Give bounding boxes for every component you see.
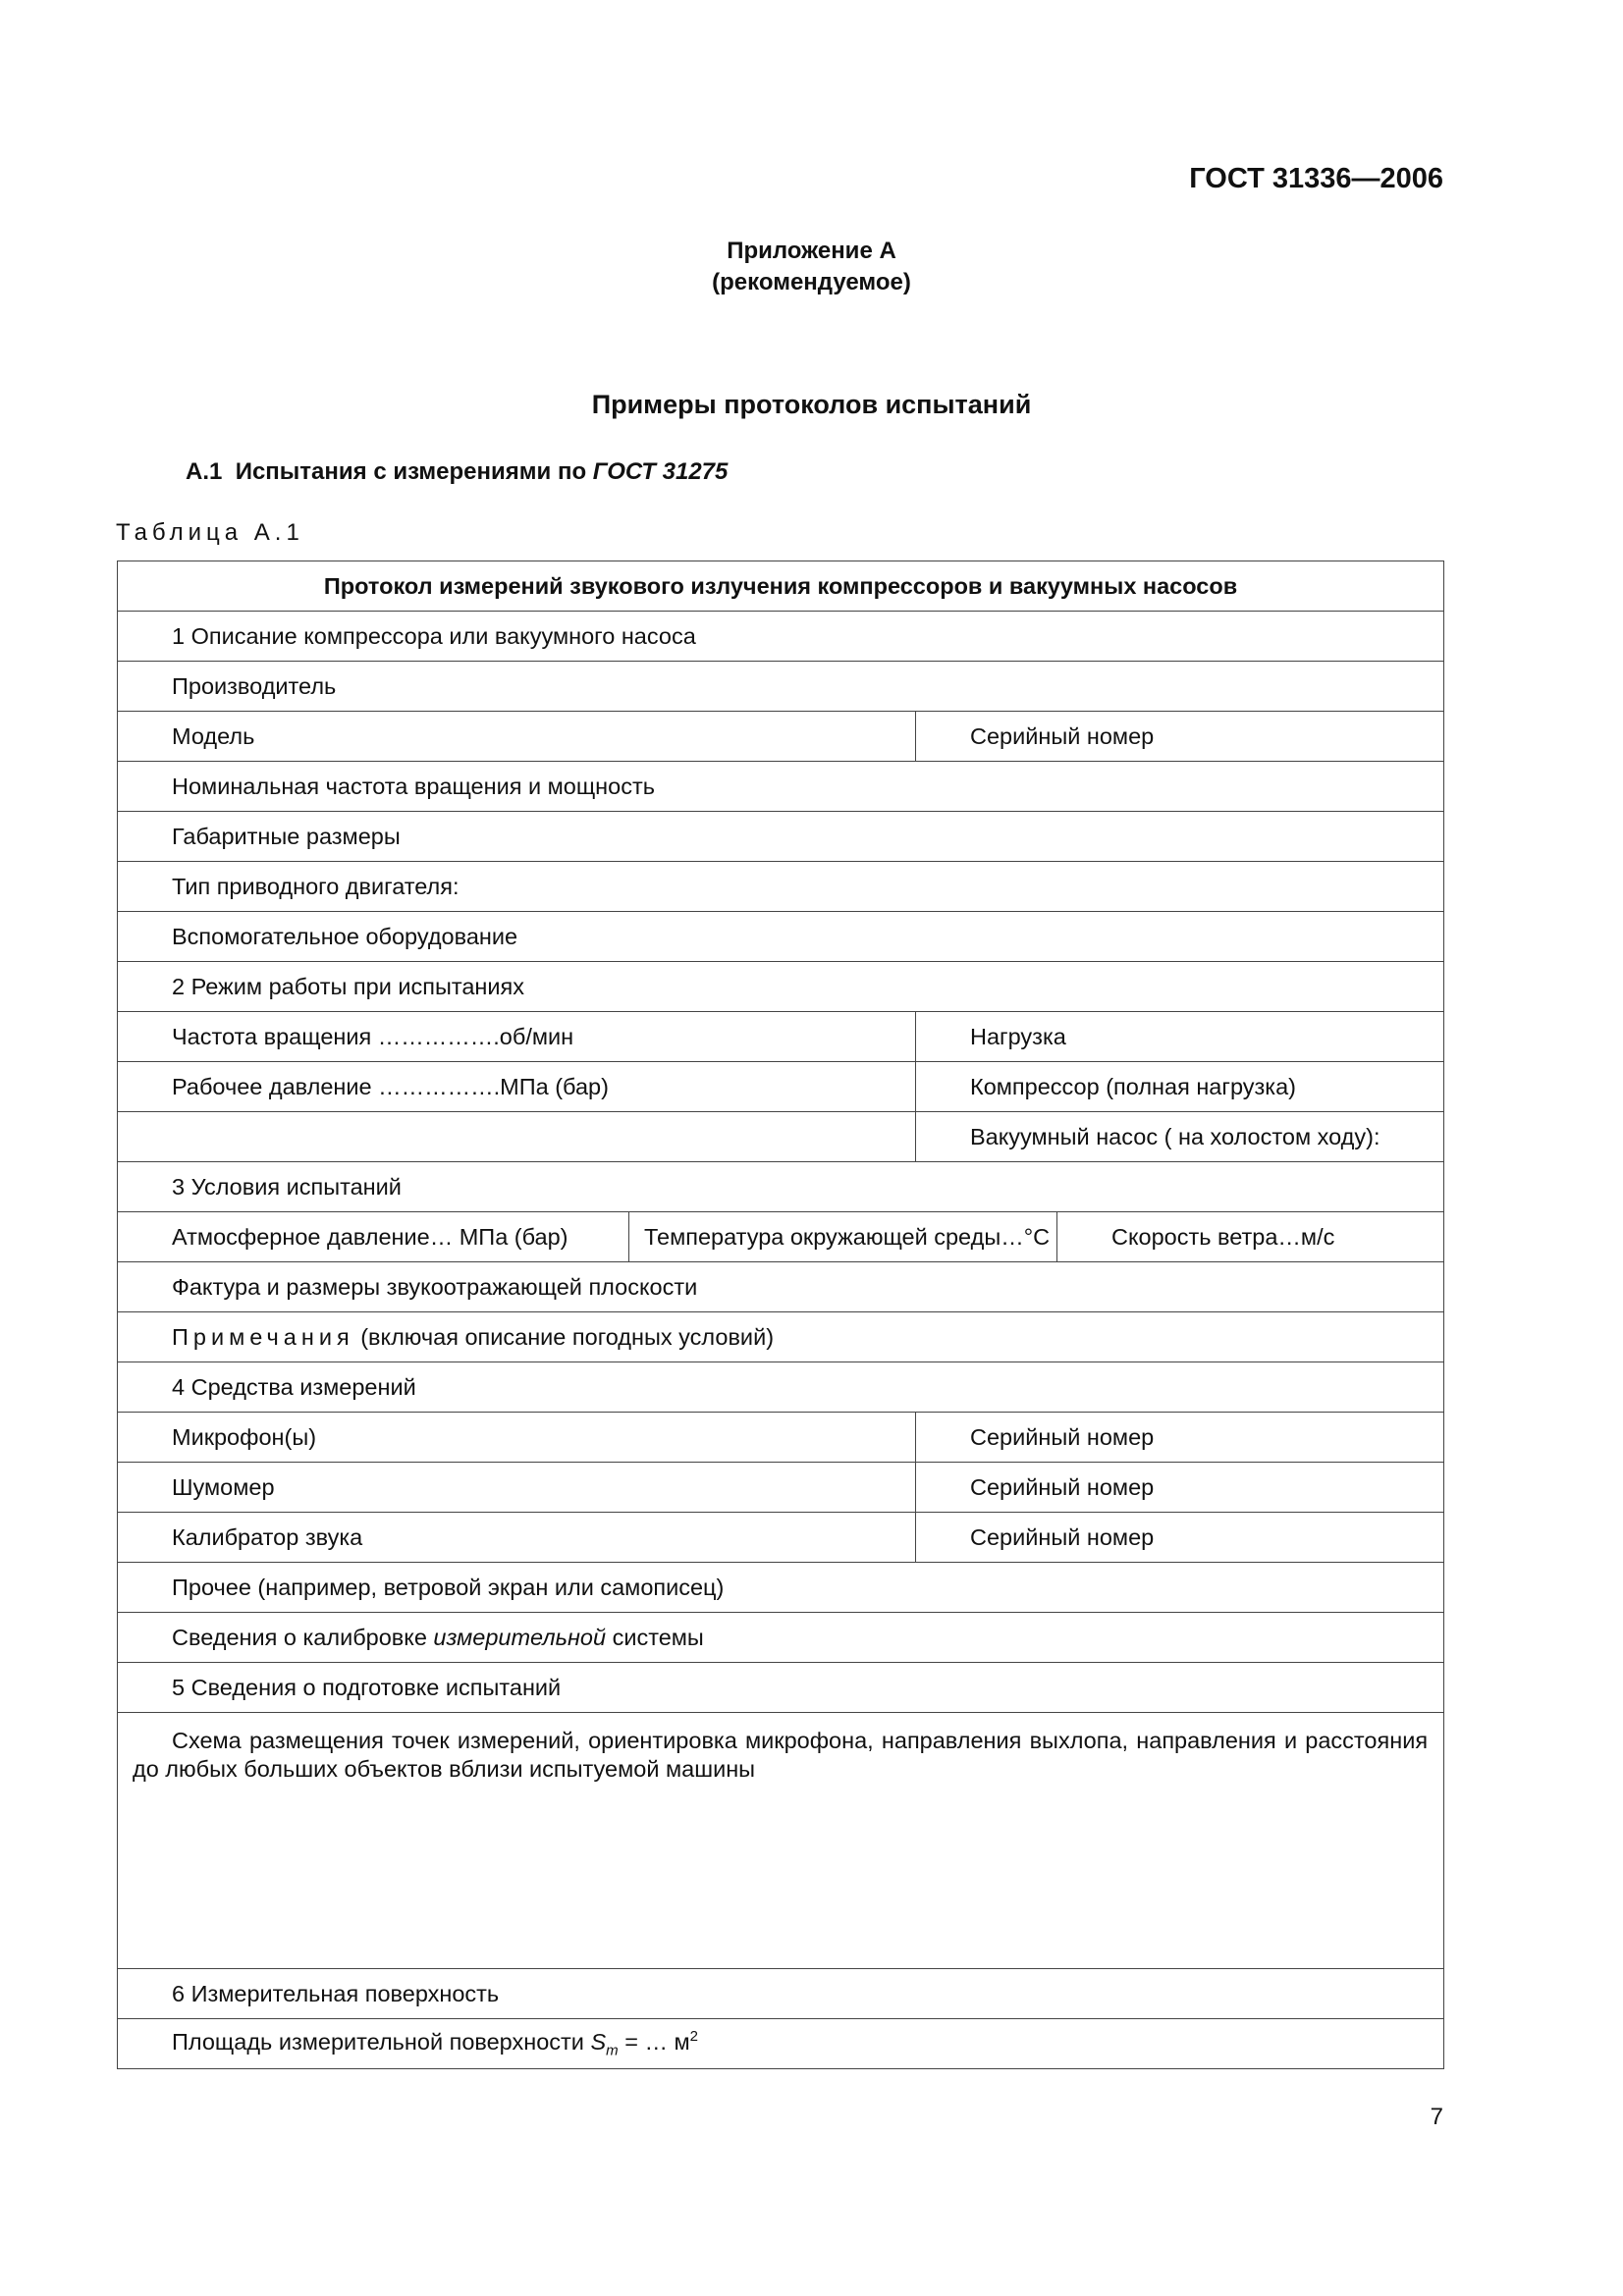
protocol-table [117,561,1444,2069]
serial-number-cell: Серийный номер [916,1463,1444,1513]
page-number: 7 [1430,2104,1443,2130]
manufacturer-cell: Производитель [118,662,1444,712]
reflecting-plane-cell: Фактура и размеры звукоотражающей плоскости [118,1262,1444,1312]
section-1-heading: 1 Описание компрессора или вакуумного насоса [118,612,1444,662]
table-row [118,1262,1444,1312]
microphone-cell: Микрофон(ы) [118,1413,916,1463]
table-row [118,1212,1444,1262]
section-number: А.1 [186,458,223,485]
table-row [118,1513,1444,1563]
surface-area-cell [118,2019,1444,2069]
table-row [118,712,1444,762]
appendix-heading [0,236,1623,298]
model-cell: Модель [118,712,916,762]
load-cell: Нагрузка [916,1012,1444,1062]
section-4-heading: 4 Средства измерений [118,1362,1444,1413]
section-text: Испытания с измерениями по [235,458,587,485]
calibration-text-c: системы [612,1624,704,1650]
calibrator-cell: Калибратор звука [118,1513,916,1563]
table-row [118,2019,1444,2069]
section-3-heading: 3 Условия испытаний [118,1162,1444,1212]
section-6-heading: 6 Измерительная поверхность [118,1969,1444,2019]
examples-title: Примеры протоколов испытаний [591,390,1032,419]
table-row [118,1463,1444,1513]
table-row [118,1362,1444,1413]
empty-cell [118,1112,916,1162]
dimensions-cell: Габаритные размеры [118,812,1444,862]
auxiliary-equipment-cell: Вспомогательное оборудование [118,912,1444,962]
scheme-text: Схема размещения точек измерений, ориентировка микрофона, направления выхлопа, направления и расстояния до любых больших объектов вблизи испытуемой машины [133,1728,1429,1782]
table-row [118,1162,1444,1212]
table-row [118,862,1444,912]
area-symbol: S [590,2029,607,2056]
section-title [186,458,728,486]
appendix-type: (рекомендуемое) [712,269,911,295]
table-label: Таблица А.1 [116,519,304,546]
section-reference: ГОСТ 31275 [592,458,729,485]
calibration-text-a: Сведения о калибровке [172,1624,427,1650]
table-row [118,1969,1444,2019]
rotation-speed-cell: Частота вращения …………….об/мин [118,1012,916,1062]
table-row [118,561,1444,612]
serial-number-cell: Серийный номер [916,1413,1444,1463]
table-row [118,1312,1444,1362]
table-row [118,662,1444,712]
area-text-a: Площадь измерительной поверхности [172,2029,584,2056]
table-row [118,762,1444,812]
notes-cell [118,1312,1444,1362]
wind-speed-cell: Скорость ветра…м/с [1057,1212,1444,1262]
other-equipment-cell: Прочее (например, ветровой экран или самописец) [118,1563,1444,1613]
temperature-cell: Температура окружающей среды…°С [629,1212,1057,1262]
calibration-text-italic: измерительной [433,1624,607,1650]
table-row [118,812,1444,862]
serial-number-cell: Серийный номер [916,1513,1444,1563]
atmospheric-pressure-cell: Атмосферное давление… МПа (бар) [118,1212,629,1262]
notes-text: (включая описание погодных условий) [360,1323,775,1350]
compressor-load-cell: Компрессор (полная нагрузка) [916,1062,1444,1112]
table-row [118,612,1444,662]
table-row [118,1413,1444,1463]
vacuum-pump-cell: Вакуумный насос ( на холостом ходу): [916,1112,1444,1162]
table-row [118,1663,1444,1713]
area-subscript: m [606,2042,619,2059]
sound-level-meter-cell: Шумомер [118,1463,916,1513]
table-row [118,1062,1444,1112]
serial-number-cell: Серийный номер [916,712,1444,762]
appendix-title: Приложение А [727,238,896,264]
scheme-cell [118,1713,1444,1969]
table-row [118,1112,1444,1162]
working-pressure-cell: Рабочее давление …………….МПа (бар) [118,1062,916,1112]
protocol-heading: Протокол измерений звукового излучения компрессоров и вакуумных насосов [118,561,1444,612]
rated-speed-power-cell: Номинальная частота вращения и мощность [118,762,1444,812]
area-text-b: = … м [624,2029,690,2056]
table-row [118,962,1444,1012]
table-row [118,1563,1444,1613]
calibration-info-cell [118,1613,1444,1663]
table-row [118,1613,1444,1663]
document-code: ГОСТ 31336—2006 [1189,163,1443,194]
area-superscript: 2 [689,2028,698,2046]
section-5-heading: 5 Сведения о подготовке испытаний [118,1663,1444,1713]
table-row [118,1713,1444,1969]
drive-type-cell: Тип приводного двигателя: [118,862,1444,912]
section-2-heading: 2 Режим работы при испытаниях [118,962,1444,1012]
notes-label: Примечания [172,1323,354,1350]
table-row [118,912,1444,962]
table-row [118,1012,1444,1062]
